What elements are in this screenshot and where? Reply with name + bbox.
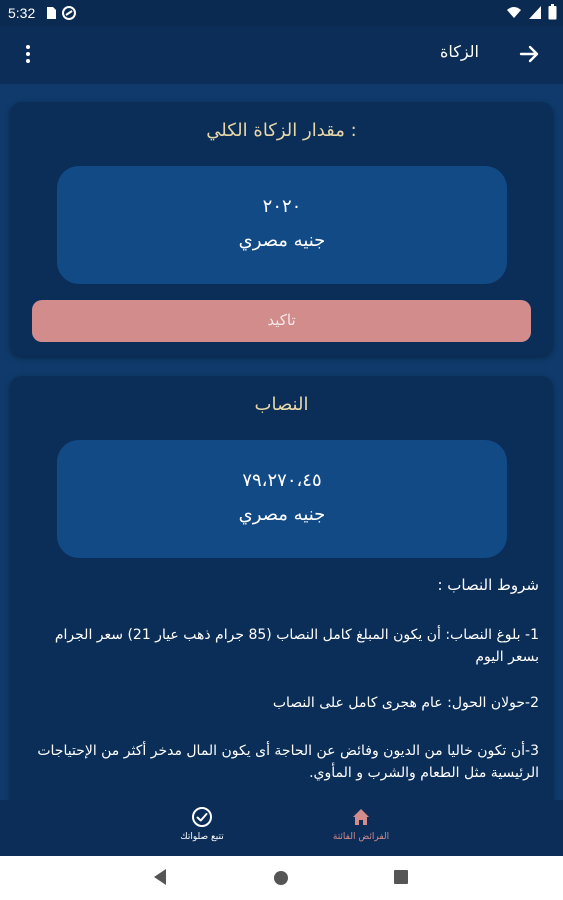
nav-label-track-prayers: تتبع صلواتك	[180, 832, 224, 842]
signal-icon	[528, 4, 542, 20]
confirm-button[interactable]: تاكيد	[32, 300, 531, 342]
nisab-amount: ٧٩،٢٧٠،٤٥	[242, 470, 322, 491]
notification-icon	[62, 6, 76, 20]
system-nav-bar	[0, 856, 563, 900]
back-triangle-icon[interactable]	[152, 868, 168, 886]
back-arrow-icon[interactable]	[517, 42, 541, 66]
nav-item-track-prayers[interactable]	[142, 806, 262, 842]
recents-square-icon[interactable]	[393, 869, 409, 885]
nisab-currency: جنيه مصري	[238, 504, 326, 525]
zakat-amount-box	[57, 166, 507, 284]
overflow-menu-icon[interactable]	[18, 42, 38, 66]
zakat-total-card	[10, 102, 553, 356]
nav-label-missed-prayers: الفرائض الفائتة	[332, 832, 390, 842]
app-bar	[0, 26, 563, 82]
content-area[interactable]	[0, 84, 563, 800]
bottom-nav	[0, 800, 563, 856]
battery-icon	[548, 4, 557, 20]
wifi-icon	[506, 4, 522, 20]
sim-card-icon	[45, 6, 57, 20]
condition-item: 1- بلوغ النصاب: أن يكون المبلغ كامل النصاب (85 جرام ذهب عيار 21) سعر الجرام بسعر اليوم	[54, 627, 539, 665]
zakat-currency: جنيه مصري	[238, 230, 326, 251]
check-circle-icon	[191, 806, 213, 828]
home-circle-icon[interactable]	[272, 869, 290, 887]
zakat-amount: ٢٠٢٠	[262, 196, 302, 217]
page-title: الزكاة	[439, 42, 479, 61]
condition-item: 3-أن تكون خاليا من الديون وفائض عن الحاجة أى يكون المال مدخر أكثر من الإحتياجات الرئيسية مثل الطعام والشرب و المأوي.	[37, 743, 539, 781]
nav-item-missed-prayers[interactable]	[301, 806, 421, 842]
zakat-total-title: مقدار الزكاة الكلي :	[206, 120, 357, 141]
nisab-card	[10, 376, 553, 800]
home-icon	[350, 806, 372, 828]
nisab-amount-box	[57, 440, 507, 558]
status-time: 5:32	[8, 5, 36, 21]
nisab-title: النصاب	[254, 394, 309, 415]
status-right	[506, 4, 557, 20]
status-bar	[0, 0, 563, 26]
condition-item: 2-حولان الحول: عام هجرى كامل على النصاب	[272, 695, 539, 711]
conditions-heading: شروط النصاب :	[437, 576, 539, 594]
